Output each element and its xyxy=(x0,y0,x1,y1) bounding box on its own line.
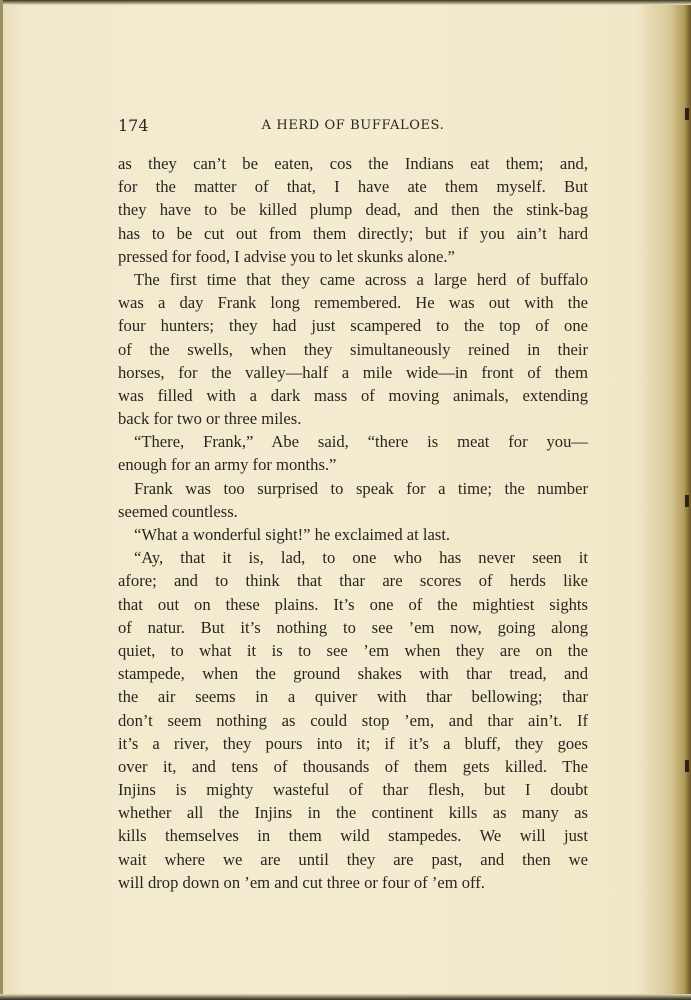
page-top-edge xyxy=(0,0,691,5)
text-line: wait where we are until they are past, and then we xyxy=(118,849,588,869)
text-line: “There, Frank,” Abe said, “there is meat for you— xyxy=(134,432,588,452)
text-line: pressed for food, I advise you to let skunks alone.” xyxy=(118,246,455,266)
text-line: “Ay, that it is, lad, to one who has never seen it xyxy=(134,548,588,568)
text-line: kills themselves in them wild stampedes. We will just xyxy=(118,826,588,846)
text-line: it’s a river, they pours into it; if it’s a bluff, they goes xyxy=(118,733,588,753)
text-line: whether all the Injins in the continent kills as many as xyxy=(118,803,588,823)
text-line: enough for an army for months.” xyxy=(118,455,337,475)
page-bottom-edge xyxy=(0,994,691,1000)
margin-tab-mark xyxy=(685,108,689,120)
text-line: that out on these plains. It’s one of the mightiest sights xyxy=(118,594,588,614)
text-line: over it, and tens of thousands of them gets killed. The xyxy=(118,756,588,776)
text-line: has to be cut out from them directly; but if you ain’t hard xyxy=(118,223,588,243)
margin-tab-mark xyxy=(685,760,689,772)
text-line: as they can’t be eaten, cos the Indians eat them; and, xyxy=(118,154,588,173)
text-line: of natur. But it’s nothing to see ’em now, going along xyxy=(118,617,588,637)
text-line: was a day Frank long remembered. He was out with the xyxy=(118,293,588,313)
body-text xyxy=(118,152,588,894)
text-line: afore; and to think that thar are scores of herds like xyxy=(118,571,588,591)
text-line: the air seems in a quiver with thar bellowing; thar xyxy=(118,687,588,707)
text-line: seemed countless. xyxy=(118,501,238,521)
text-line: Frank was too surprised to speak for a time; the number xyxy=(134,478,588,498)
text-line: horses, for the valley—half a mile wide—in front of them xyxy=(118,362,588,382)
text-line: “What a wonderful sight!” he exclaimed at last. xyxy=(134,525,451,544)
text-line: will drop down on ’em and cut three or four of ’em off. xyxy=(118,872,485,892)
text-line: don’t seem nothing as could stop ’em, and thar ain’t. If xyxy=(118,710,588,730)
margin-tab-mark xyxy=(685,495,689,507)
page-number: 174 xyxy=(118,116,149,135)
text-line: they have to be killed plump dead, and then the stink-bag xyxy=(118,200,588,220)
text-line: for the matter of that, I have ate them myself. But xyxy=(118,177,588,197)
page-left-edge xyxy=(0,0,3,1000)
text-line: four hunters; they had just scampered to the top of one xyxy=(118,316,588,336)
page-header xyxy=(118,116,588,136)
text-line: quiet, to what it is to see ’em when they are on the xyxy=(118,640,588,660)
text-line: stampede, when the ground shakes with thar tread, and xyxy=(118,664,588,684)
text-line: Injins is mighty wasteful of thar flesh, but I doubt xyxy=(118,780,588,800)
text-line: of the swells, when they simultaneously reined in their xyxy=(118,339,588,359)
text-line: was filled with a dark mass of moving animals, extending xyxy=(118,385,588,405)
running-title: A HERD OF BUFFALOES. xyxy=(261,118,445,133)
text-line: back for two or three miles. xyxy=(118,409,302,429)
text-line: The first time that they came across a large herd of buffalo xyxy=(134,269,588,289)
